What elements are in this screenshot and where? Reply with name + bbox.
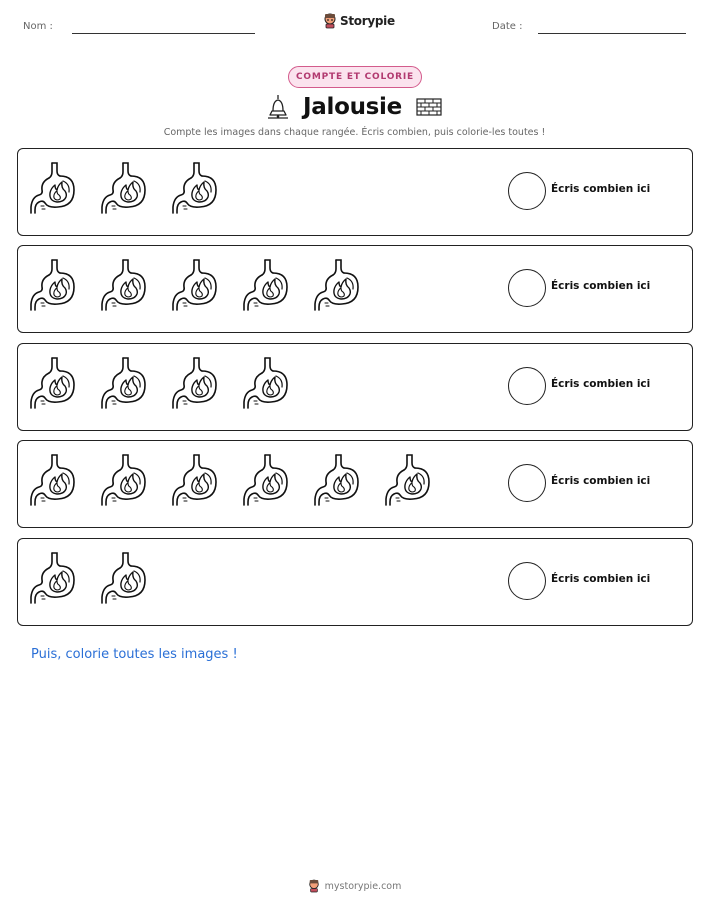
stomach-fire-icon[interactable] — [30, 355, 76, 411]
stomach-fire-icon[interactable] — [385, 452, 431, 508]
stomach-fire-icon[interactable] — [101, 257, 147, 313]
counting-row — [17, 148, 693, 236]
date-field[interactable] — [538, 33, 686, 34]
stomach-fire-icon[interactable] — [30, 160, 76, 216]
stomach-fire-icon[interactable] — [101, 355, 147, 411]
bell-icon — [267, 94, 289, 120]
answer-circle[interactable] — [508, 367, 546, 405]
answer-label: Écris combien ici — [551, 280, 651, 292]
stomach-fire-icon[interactable] — [314, 452, 360, 508]
storypie-footer-logo-icon — [308, 879, 320, 893]
stomach-fire-icon[interactable] — [243, 355, 289, 411]
stomach-fire-icon[interactable] — [101, 452, 147, 508]
answer-label: Écris combien ici — [551, 183, 651, 195]
stomach-fire-icon[interactable] — [30, 550, 76, 606]
counting-row — [17, 245, 693, 333]
stomach-fire-icon[interactable] — [314, 257, 360, 313]
date-label: Date : — [492, 21, 523, 32]
row-images — [30, 550, 147, 606]
stomach-fire-icon[interactable] — [243, 257, 289, 313]
title-row — [0, 92, 709, 122]
answer-label: Écris combien ici — [551, 573, 651, 585]
stomach-fire-icon[interactable] — [30, 452, 76, 508]
answer-circle[interactable] — [508, 269, 546, 307]
stomach-fire-icon[interactable] — [101, 160, 147, 216]
stomach-fire-icon[interactable] — [172, 257, 218, 313]
stomach-fire-icon[interactable] — [172, 355, 218, 411]
stomach-fire-icon[interactable] — [243, 452, 289, 508]
brand-name: Storypie — [340, 14, 395, 28]
counting-row — [17, 440, 693, 528]
answer-label: Écris combien ici — [551, 475, 651, 487]
answer-circle[interactable] — [508, 562, 546, 600]
page-title: Jalousie — [303, 94, 402, 120]
row-images — [30, 452, 431, 508]
closing-note: Puis, colorie toutes les images ! — [31, 647, 238, 662]
row-images — [30, 257, 360, 313]
instructions: Compte les images dans chaque rangée. Écris combien, puis colorie-les toutes ! — [163, 127, 546, 138]
answer-circle[interactable] — [508, 464, 546, 502]
activity-badge: COMPTE ET COLORIE — [288, 66, 422, 88]
brand — [323, 13, 395, 29]
brick-wall-icon — [416, 98, 442, 116]
storypie-logo-icon — [323, 13, 337, 29]
row-images — [30, 355, 289, 411]
counting-row — [17, 538, 693, 626]
name-field[interactable] — [72, 33, 255, 34]
worksheet-header — [0, 0, 709, 50]
stomach-fire-icon[interactable] — [172, 452, 218, 508]
stomach-fire-icon[interactable] — [172, 160, 218, 216]
footer-url: mystorypie.com — [324, 880, 402, 892]
counting-row — [17, 343, 693, 431]
name-label: Nom : — [23, 21, 53, 32]
answer-label: Écris combien ici — [551, 378, 651, 390]
stomach-fire-icon[interactable] — [101, 550, 147, 606]
answer-circle[interactable] — [508, 172, 546, 210]
stomach-fire-icon[interactable] — [30, 257, 76, 313]
page-footer — [0, 879, 709, 893]
row-images — [30, 160, 218, 216]
